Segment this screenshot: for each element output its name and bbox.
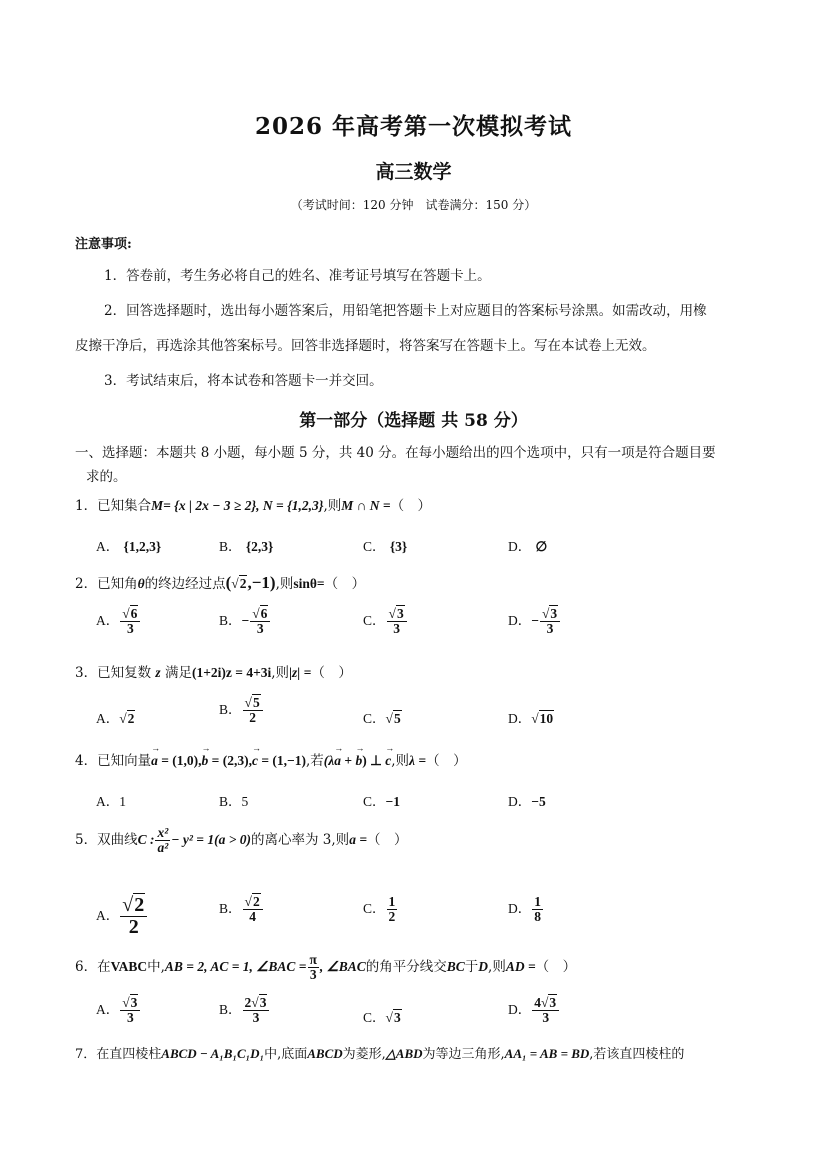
q1-then: ,则 (323, 498, 342, 514)
q2-mid: 的终边经过点 (144, 576, 226, 592)
q2-point-close: ,−1) (247, 573, 276, 592)
sqrt: √10 (531, 711, 554, 726)
q4-cond-b: → b (355, 753, 362, 769)
fraction: $\frac{√3}{3}$ (540, 607, 560, 636)
q6-triangle: VABC (110, 959, 148, 975)
question-7 (75, 1043, 684, 1062)
fraction: $\frac{√3}{3}$ (120, 996, 140, 1025)
q5-paren: （ ） (367, 832, 408, 849)
q6-then: ,则 (488, 959, 506, 976)
q2-prefix: 2．已知角 (75, 576, 138, 592)
q5-option-c[interactable] (363, 895, 398, 924)
q1-option-c[interactable] (363, 535, 407, 555)
q1-paren: （ ） (390, 498, 432, 514)
fraction: $\frac{√5}{2}$ (243, 696, 263, 725)
q5-mid: 的离心率为 3,则 (251, 832, 350, 849)
q6-pi-fraction: $\frac{\pi}{3}$ (309, 952, 317, 983)
q4-vector-c-value: = (1,−1) (257, 753, 306, 768)
q2-point-open: ( (225, 573, 232, 592)
q3-option-a[interactable] (96, 707, 135, 727)
question-6 (75, 953, 576, 982)
option-label: C． (363, 539, 386, 554)
q4-vector-b: → b (202, 753, 209, 769)
option-label: B． (219, 539, 242, 554)
q6-bc: BC (446, 959, 465, 975)
q7-mid1: 中,底面 (264, 1047, 308, 1062)
question-2 (75, 572, 365, 593)
q3-option-c[interactable] (363, 707, 402, 727)
q6-d: D (478, 959, 489, 975)
q7-equation: AA₁ = AB = BD (504, 1046, 590, 1061)
q4-expression: λ = (409, 753, 427, 768)
option-value: {3} (389, 539, 408, 554)
q4-vector-a: → a (151, 753, 158, 769)
q2-paren: （ ） (324, 576, 366, 592)
q1-option-d[interactable] (508, 535, 547, 555)
q5-C: C : (137, 832, 155, 848)
section-title: 第一部分（选择题 共 58 分） (299, 411, 528, 431)
notice-item-1: 1．答卷前，考生务必将自己的姓名、准考证号填写在答题卡上。 (104, 268, 491, 284)
q5-equation-rest: − y² = 1(a > 0) (171, 832, 252, 848)
q2-point-sqrt: √2 (231, 576, 247, 591)
option-label: A． (96, 908, 120, 923)
q6-option-a[interactable] (96, 996, 141, 1025)
exam-time-info: （考试时间：120 分钟 试卷满分：150 分） (290, 198, 537, 212)
option-label: C． (363, 794, 386, 809)
option-label: C． (363, 1010, 386, 1025)
q7-prefix: 7．在直四棱柱 (75, 1047, 162, 1062)
q3-mid: 满足 (164, 665, 192, 681)
fraction: $\frac{1}{8}$ (534, 894, 541, 925)
q2-option-a[interactable] (96, 607, 141, 636)
q2-option-b[interactable] (219, 607, 271, 636)
q7-base: ABCD (307, 1046, 343, 1061)
q2-then: ,则 (275, 576, 294, 592)
q6-prefix: 6．在 (75, 959, 111, 976)
fraction: $\frac{4√3}{3}$ (532, 996, 559, 1025)
exam-title: 2026 年高考第一次模拟考试 (254, 113, 573, 140)
fraction: $\frac{√2}{4}$ (243, 895, 263, 924)
q7-triangle: △ABD (385, 1046, 423, 1061)
q1-expression: M ∩ N = (341, 498, 391, 513)
q4-cond-c: → c (385, 753, 391, 769)
sqrt: √5 (385, 711, 401, 726)
q6-option-d[interactable] (508, 996, 560, 1025)
q3-then: ,则 (271, 665, 290, 681)
q4-vector-c: → c (252, 753, 258, 769)
q3-paren: （ ） (311, 665, 352, 681)
option-value: {2,3} (245, 539, 274, 554)
option-value: −1 (385, 794, 400, 809)
option-label: C． (363, 613, 386, 629)
q6-option-c[interactable] (363, 1006, 402, 1026)
q5-option-d[interactable] (508, 895, 544, 924)
q1-option-a[interactable] (96, 535, 161, 555)
q2-option-c[interactable] (363, 607, 408, 636)
option-label: A． (96, 539, 120, 554)
q4-option-a[interactable] (96, 790, 126, 810)
q3-prefix: 3．已知复数 (75, 665, 152, 681)
q2-theta: θ (137, 576, 145, 591)
exam-subject: 高三数学 (375, 161, 452, 183)
q2-expression: sinθ= (293, 576, 325, 591)
minus-sign: − (531, 613, 539, 629)
option-label: C． (363, 711, 386, 726)
q4-cond-pre: ,若 (305, 753, 324, 769)
option-label: B． (219, 901, 242, 917)
q7-mid3: 为等边三角形, (422, 1047, 505, 1062)
option-value: {1,2,3} (123, 539, 162, 554)
option-label: D． (508, 794, 532, 809)
fraction: $\frac{1}{2}$ (388, 894, 396, 925)
option-label: A． (96, 613, 120, 629)
q4-option-b[interactable] (219, 790, 248, 810)
notice-heading: 注意事项: (75, 237, 132, 252)
section-intro-line1: 一、选择题：本题共 8 小题，每小题 5 分，共 40 分。在每小题给出的四个选项中，只有一项是符合题目要 (75, 445, 716, 461)
q6-given: AB = 2, AC = 1, ∠BAC = (164, 959, 307, 975)
q6-mid1: 中, (147, 959, 165, 976)
q3-option-d[interactable] (508, 707, 554, 727)
q6-paren: （ ） (535, 959, 577, 976)
q6-mid3: 于 (464, 959, 479, 976)
q4-then: ,则 (391, 753, 410, 769)
option-label: B． (219, 613, 242, 629)
q7-prism: ABCD − A₁B₁C₁D₁ (161, 1046, 265, 1061)
q1-set-M: = {x | 2x − 3 ≥ 2} (163, 498, 257, 513)
q4-option-d[interactable] (508, 790, 546, 810)
q7-tail: ,若该直四棱柱的 (589, 1047, 685, 1062)
option-value: −5 (531, 794, 546, 809)
option-label: B． (219, 702, 242, 718)
q4-cond-open: (λ (323, 753, 335, 768)
q6-option-b[interactable] (219, 996, 270, 1025)
option-label: D． (508, 613, 532, 629)
q1-option-b[interactable] (219, 535, 273, 555)
fraction: $\frac{√6}{3}$ (250, 607, 270, 636)
q4-prefix: 4．已知向量 (75, 753, 152, 769)
notice-item-2-line2: 皮擦干净后，再选涂其他答案标号。回答非选择题时，将答案写在答题卡上。写在本试卷上无效。 (75, 338, 656, 354)
q5-fraction: $\frac{\text{x²}}{\text{a²}}$ (157, 825, 169, 856)
fraction: $\frac{√6}{3}$ (120, 607, 140, 636)
minus-sign: − (241, 613, 250, 629)
q3-z: z (155, 665, 161, 680)
q3-expression: |z| = (289, 665, 312, 680)
q3-equation: (1+2i)z = 4+3i (191, 665, 272, 680)
q5-prefix: 5．双曲线 (75, 832, 138, 849)
q6-mid2: 的角平分线交 (365, 959, 447, 976)
q4-cond-a: → a (334, 753, 341, 769)
fraction: $\frac{√3}{3}$ (387, 607, 407, 636)
option-label: D． (508, 711, 532, 726)
question-3 (75, 661, 352, 681)
q3-option-b[interactable] (219, 696, 264, 725)
option-label: B． (219, 1002, 242, 1018)
q2-option-d[interactable] (508, 607, 561, 636)
q4-paren: （ ） (426, 753, 467, 769)
q5-option-a[interactable] (96, 895, 148, 938)
option-value: ∅ (535, 539, 548, 554)
option-label: D． (508, 901, 532, 917)
q6-expression: AD = (505, 959, 536, 975)
option-label: B． (219, 794, 242, 809)
notice-item-3: 3．考试结束后，将本试卷和答题卡一并交回。 (104, 373, 383, 389)
q4-cond-plus: + (341, 753, 356, 768)
q1-set-N: , N = {1,2,3} (256, 498, 324, 513)
q7-mid2: 为菱形, (342, 1047, 386, 1062)
fraction: $\frac{√2}{2}$ (120, 895, 147, 938)
question-5 (75, 826, 408, 855)
option-label: C． (363, 901, 386, 917)
q5-option-b[interactable] (219, 895, 264, 924)
option-value: 5 (241, 794, 249, 809)
option-label: A． (96, 794, 120, 809)
question-4 (75, 749, 467, 769)
q4-cond-perp: ) ⊥ (362, 753, 386, 768)
option-label: D． (508, 1002, 532, 1018)
sqrt: √2 (119, 711, 135, 726)
section-intro-line2: 求的。 (86, 469, 127, 485)
fraction: $\frac{2√3}{3}$ (243, 996, 270, 1025)
option-label: D． (508, 539, 532, 554)
q1-prefix: 1．已知集合 (75, 498, 152, 514)
notice-item-2-line1: 2．回答选择题时，选出每小题答案后，用铅笔把答题卡上对应题目的答案标号涂黑。如需改动，用橡 (104, 303, 707, 319)
option-label: A． (96, 1002, 120, 1018)
q4-option-c[interactable] (363, 790, 400, 810)
sqrt: √3 (385, 1010, 401, 1025)
option-label: A． (96, 711, 120, 726)
question-1 (75, 494, 431, 514)
option-value: 1 (119, 794, 126, 809)
q4-vector-b-value: = (2,3), (208, 753, 252, 768)
q1-M: M (151, 498, 164, 513)
q5-expression: a = (349, 832, 368, 848)
q6-given2: , ∠BAC (319, 959, 366, 975)
q4-vector-a-value: = (1,0), (157, 753, 202, 768)
